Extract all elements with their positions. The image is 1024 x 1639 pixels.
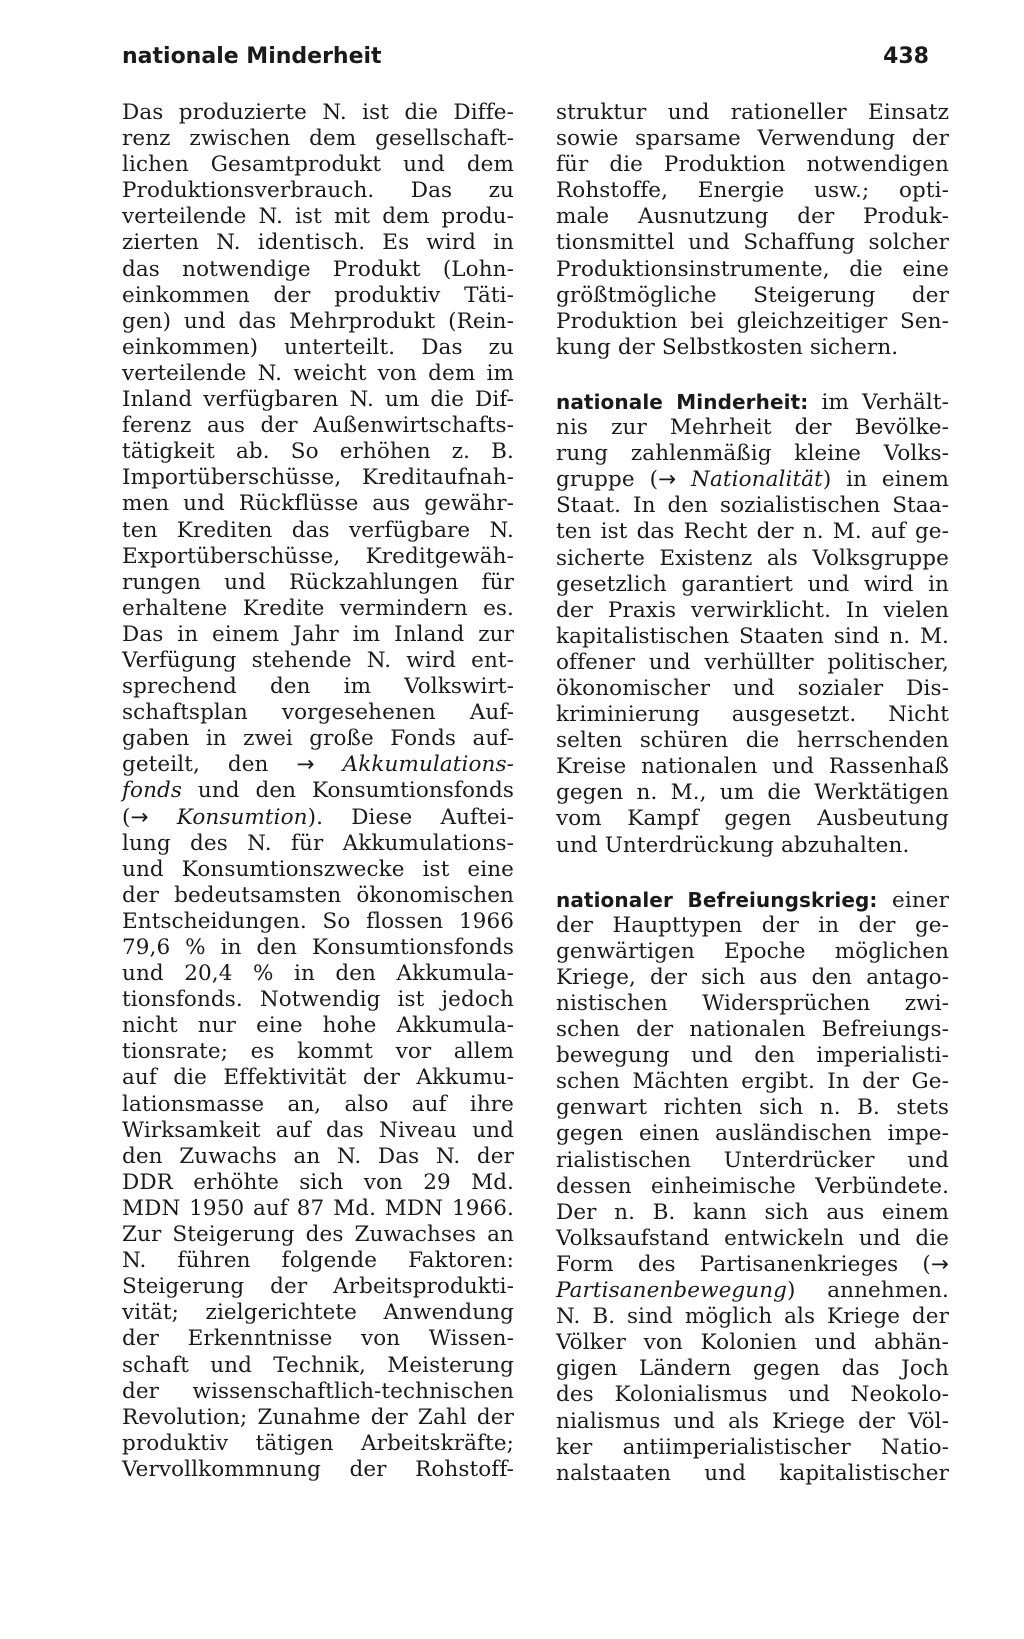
entry-headword: nationaler Befreiungskrieg:	[556, 887, 878, 912]
text-run: nialismus und als Kriege der Völ-	[556, 1408, 949, 1434]
text-line	[556, 389, 949, 415]
text-run: geteilt, den	[122, 752, 297, 778]
text-run: Form des Partisanenkrieges (	[556, 1251, 931, 1277]
text-run: Volksaufstand entwickeln und die	[556, 1225, 949, 1251]
text-run: und den Konsumtionsfonds	[182, 778, 514, 804]
text-run: bewegung und den imperialisti-	[556, 1043, 949, 1069]
text-line	[122, 987, 514, 1013]
text-run: nalstaaten und kapitalistischer	[556, 1460, 949, 1486]
text-line	[556, 309, 949, 335]
text-run: einer	[877, 887, 949, 913]
text-line	[122, 1118, 514, 1144]
text-line	[122, 309, 514, 335]
cross-reference: Nationalität	[691, 467, 823, 493]
text-line	[556, 1200, 949, 1226]
text-line	[122, 1039, 514, 1065]
text-run: größtmögliche Steigerung der	[556, 282, 949, 308]
text-run: der Praxis verwirklicht. In vielen	[556, 597, 949, 623]
cross-reference: Partisanenbewegung	[556, 1278, 788, 1304]
text-run: rialistischen Unterdrücker und	[556, 1147, 949, 1173]
text-run: struktur und rationeller Einsatz	[556, 100, 949, 125]
text-run: Das produzierte N. ist die Diffe-	[122, 100, 514, 125]
cross-reference: Konsumtion	[176, 804, 308, 830]
text-run: ker antiimperialistischer Natio-	[556, 1434, 949, 1460]
text-run: Staat. In den sozialistischen Staa-	[556, 493, 949, 519]
text-line	[122, 1457, 514, 1483]
text-line	[556, 178, 949, 204]
text-line	[122, 178, 514, 204]
text-line	[556, 1043, 949, 1069]
text-run: schaftsplan vorgesehenen Auf-	[122, 700, 514, 726]
page-header	[122, 44, 929, 84]
text-run: ). Diese Auftei-	[307, 804, 514, 830]
text-run: gruppe (	[556, 467, 659, 493]
text-line	[122, 1144, 514, 1170]
text-run: tionsmittel und Schaffung solcher	[556, 230, 949, 256]
text-line	[122, 335, 514, 361]
text-line	[122, 152, 514, 178]
text-run: 79,6 % in den Konsumtionsfonds	[122, 935, 514, 960]
text-run: Entscheidungen. So flossen 1966	[122, 908, 514, 934]
text-run: kapitalistischen Staaten sind n. M.	[556, 623, 949, 649]
text-run: Verfügung stehende N. wird ent-	[122, 647, 514, 673]
text-line	[556, 335, 949, 361]
text-line	[556, 1252, 949, 1278]
text-run: selten schüren die herrschenden	[556, 728, 949, 754]
text-run: und Unterdrückung abzuhalten.	[556, 832, 910, 858]
text-line	[122, 857, 514, 883]
text-run: Produktionsverbrauch. Das zu	[122, 178, 514, 204]
text-run: sicherte Existenz als Volksgruppe	[556, 545, 949, 571]
text-line	[122, 361, 514, 387]
cross-reference: fonds	[122, 778, 183, 804]
text-line	[122, 648, 514, 674]
text-line	[556, 1330, 949, 1356]
text-run: men und Rückflüsse aus gewähr-	[122, 491, 514, 517]
text-line	[122, 805, 514, 831]
text-run: lung des N. für Akkumulations-	[122, 830, 514, 856]
text-run: ) annehmen.	[787, 1278, 949, 1304]
text-line	[122, 1222, 514, 1248]
text-run: MDN 1950 auf 87 Md. MDN 1966.	[122, 1195, 514, 1221]
text-line	[122, 413, 514, 439]
text-line	[556, 598, 949, 624]
text-line	[122, 518, 514, 544]
text-run: vom Kampf gegen Ausbeutung	[556, 806, 949, 832]
arrow-icon: →	[130, 804, 149, 830]
text-line	[556, 780, 949, 806]
text-run: zierten N. identisch. Es wird in	[122, 230, 514, 256]
text-line	[556, 913, 949, 939]
text-run: kriminierung ausgesetzt. Nicht	[556, 702, 949, 728]
text-run: N. führen folgende Faktoren:	[122, 1248, 514, 1274]
text-run: einkommen der produktiv Täti-	[122, 282, 514, 308]
text-line	[122, 387, 514, 413]
text-run: tätigkeit ab. So erhöhen z. B.	[122, 439, 514, 465]
text-run	[149, 805, 177, 830]
text-line	[556, 441, 949, 467]
text-line	[122, 726, 514, 752]
text-run: verteilende N. ist mit dem produ-	[122, 204, 514, 230]
text-run: sprechend den im Volkswirt-	[122, 674, 514, 700]
right-column	[556, 100, 949, 1487]
text-line	[122, 1274, 514, 1300]
text-run	[676, 467, 691, 492]
text-run: Revolution; Zunahme der Zahl der	[122, 1404, 514, 1430]
text-line	[122, 257, 514, 283]
entry-headword: nationale Minderheit:	[556, 389, 809, 414]
text-run: ökonomischer und sozialer Dis-	[556, 675, 949, 701]
text-line	[122, 1353, 514, 1379]
text-run: gegen n. M., um die Werktätigen	[556, 780, 949, 806]
text-run: gegen einen ausländischen impe-	[556, 1121, 949, 1147]
text-line	[122, 1300, 514, 1326]
text-line	[556, 1409, 949, 1435]
paragraph-gap	[556, 361, 949, 389]
text-line	[556, 1121, 949, 1147]
text-line	[556, 1382, 949, 1408]
text-run: gesetzlich garantiert und wird in	[556, 571, 949, 597]
page-number: 438	[883, 44, 929, 69]
text-line	[122, 491, 514, 517]
text-run: Inland verfügbaren N. um die Dif-	[122, 387, 514, 413]
text-line	[556, 572, 949, 598]
text-run: den Zuwachs an N. Das N. der	[122, 1143, 514, 1169]
text-line	[556, 965, 949, 991]
text-line	[122, 126, 514, 152]
text-run: erhaltene Kredite vermindern es.	[122, 595, 514, 621]
text-run: tionsrate; es kommt vor allem	[122, 1039, 514, 1065]
text-run: Exportüberschüsse, Kreditgewäh-	[122, 543, 514, 569]
text-run: ten ist das Recht der n. M. auf ge-	[556, 519, 949, 545]
text-line	[556, 1304, 949, 1330]
text-line	[556, 939, 949, 965]
arrow-icon: →	[658, 467, 677, 493]
text-run: nicht nur eine hohe Akkumula-	[122, 1013, 514, 1039]
text-line	[556, 1435, 949, 1461]
text-line	[122, 439, 514, 465]
text-run: sowie sparsame Verwendung der	[556, 126, 949, 152]
text-line	[556, 493, 949, 519]
text-run: Das in einem Jahr im Inland zur	[122, 621, 514, 647]
text-line	[556, 1226, 949, 1252]
text-line	[556, 1095, 949, 1121]
text-line	[556, 519, 949, 545]
text-line	[556, 1356, 949, 1382]
text-run: Der n. B. kann sich aus einem	[556, 1199, 949, 1225]
text-run: Steigerung der Arbeitsprodukti-	[122, 1274, 514, 1300]
text-run: Vervollkommnung der Rohstoff-	[122, 1456, 514, 1482]
text-run: Produktionsinstrumente, die eine	[556, 256, 949, 282]
text-run: DDR erhöhte sich von 29 Md.	[122, 1169, 514, 1195]
text-line	[122, 935, 514, 961]
text-line	[556, 1148, 949, 1174]
text-line	[122, 1092, 514, 1118]
text-run: N. B. sind möglich als Kriege der	[556, 1304, 949, 1330]
text-line	[556, 100, 949, 126]
text-line	[122, 1170, 514, 1196]
text-run: der bedeutsamsten ökonomischen	[122, 882, 514, 908]
text-line	[556, 833, 949, 859]
text-run: gen) und das Mehrprodukt (Rein-	[122, 308, 514, 334]
text-run: einkommen) unterteilt. Das zu	[122, 334, 514, 360]
text-run: der wissenschaftlich-technischen	[122, 1378, 514, 1404]
text-line	[556, 991, 949, 1017]
text-line	[556, 1174, 949, 1200]
text-line	[556, 676, 949, 702]
text-run: schaft und Technik, Meisterung	[122, 1352, 514, 1378]
text-line	[122, 1379, 514, 1405]
text-run: Importüberschüsse, Kreditaufnah-	[122, 465, 514, 491]
text-run: das notwendige Produkt (Lohn-	[122, 256, 514, 282]
text-line	[556, 283, 949, 309]
text-run: tionsfonds. Notwendig ist jedoch	[122, 987, 514, 1013]
text-line	[122, 465, 514, 491]
text-line	[122, 1326, 514, 1352]
text-line	[122, 1405, 514, 1431]
text-line	[122, 909, 514, 935]
text-run: ) in einem	[822, 467, 949, 493]
text-line	[556, 152, 949, 178]
text-line	[556, 546, 949, 572]
text-line	[122, 622, 514, 648]
text-run: der Erkenntnisse von Wissen-	[122, 1326, 514, 1352]
text-run: Kreise nationalen und Rassenhaß	[556, 754, 949, 780]
text-line	[556, 467, 949, 493]
text-run: des Kolonialismus und Neokolo-	[556, 1382, 949, 1408]
text-run: renz zwischen dem gesellschaft-	[122, 126, 514, 152]
text-line	[556, 1069, 949, 1095]
text-line	[556, 1278, 949, 1304]
text-run: Kriege, der sich aus den antago-	[556, 964, 949, 990]
text-run: nis zur Mehrheit der Bevölke-	[556, 415, 949, 441]
text-line	[556, 650, 949, 676]
text-run: lichen Gesamtprodukt und dem	[122, 152, 514, 178]
text-run: vität; zielgerichtete Anwendung	[122, 1300, 514, 1326]
text-run: Zur Steigerung des Zuwachses an	[122, 1222, 514, 1248]
running-head: nationale Minderheit	[122, 44, 382, 69]
text-line	[556, 126, 949, 152]
text-run: schen Mächten ergibt. In der Ge-	[556, 1069, 949, 1095]
text-line	[556, 1017, 949, 1043]
text-line	[122, 204, 514, 230]
text-line	[556, 702, 949, 728]
text-run: Produktion bei gleichzeitiger Sen-	[556, 308, 949, 334]
text-line	[122, 544, 514, 570]
text-line	[122, 100, 514, 126]
text-run: gaben in zwei große Fonds auf-	[122, 726, 514, 752]
arrow-icon: →	[930, 1251, 949, 1277]
text-line	[122, 700, 514, 726]
text-line	[556, 257, 949, 283]
text-run: genwart richten sich n. B. stets	[556, 1095, 949, 1121]
text-run: im Verhält-	[808, 389, 949, 415]
text-run: und 20,4 % in den Akkumula-	[122, 961, 514, 987]
text-line	[122, 674, 514, 700]
text-run: rung zahlenmäßig kleine Volks-	[556, 441, 949, 467]
text-line	[122, 1431, 514, 1457]
text-line	[122, 1248, 514, 1274]
text-run: verteilende N. weicht von dem im	[122, 360, 514, 386]
left-column	[122, 100, 514, 1483]
text-run: für die Produktion notwendigen	[556, 152, 949, 178]
text-line	[122, 283, 514, 309]
text-line	[122, 570, 514, 596]
text-line	[122, 1065, 514, 1091]
text-line	[122, 831, 514, 857]
paragraph-gap	[556, 859, 949, 887]
text-run: der Haupttypen der in der ge-	[556, 912, 949, 938]
text-run: nistischen Widersprüchen zwi-	[556, 991, 949, 1016]
text-line	[122, 883, 514, 909]
text-line	[556, 806, 949, 832]
text-run	[315, 752, 343, 777]
text-line	[122, 1013, 514, 1039]
text-line	[556, 1461, 949, 1487]
text-line	[556, 204, 949, 230]
text-run: lationsmasse an, also auf ihre	[122, 1091, 514, 1117]
text-line	[556, 728, 949, 754]
text-line	[122, 752, 514, 778]
text-run: male Ausnutzung der Produk-	[556, 204, 949, 230]
text-run: ferenz aus der Außenwirtschafts-	[122, 413, 514, 439]
cross-reference: Akkumulations-	[342, 752, 514, 778]
text-line	[122, 1196, 514, 1222]
text-run: (	[122, 804, 131, 830]
text-line	[556, 624, 949, 650]
text-line	[122, 230, 514, 256]
text-run: Völker von Kolonien und abhän-	[556, 1330, 949, 1356]
text-run: dessen einheimische Verbündete.	[556, 1173, 949, 1199]
text-run: ten Krediten das verfügbare N.	[122, 517, 514, 543]
text-run: schen der nationalen Befreiungs-	[556, 1017, 949, 1043]
text-run: genwärtigen Epoche möglichen	[556, 938, 949, 964]
text-line	[556, 754, 949, 780]
text-run: Wirksamkeit auf das Niveau und	[122, 1117, 514, 1143]
text-run: und Konsumtionszwecke ist eine	[122, 856, 514, 882]
text-run: offener und verhüllter politischer,	[556, 649, 949, 675]
text-line	[122, 778, 514, 804]
text-line	[556, 887, 949, 913]
text-run: gigen Ländern gegen das Joch	[556, 1356, 949, 1382]
text-run: rungen und Rückzahlungen für	[122, 569, 514, 595]
text-run: auf die Effektivität der Akkumu-	[122, 1065, 514, 1091]
text-run: kung der Selbstkosten sichern.	[556, 334, 899, 360]
text-run: produktiv tätigen Arbeitskräfte;	[122, 1430, 514, 1456]
text-line	[122, 961, 514, 987]
text-line	[556, 415, 949, 441]
text-line	[556, 230, 949, 256]
text-run: Rohstoffe, Energie usw.; opti-	[556, 178, 949, 204]
arrow-icon: →	[296, 752, 315, 778]
text-line	[122, 596, 514, 622]
